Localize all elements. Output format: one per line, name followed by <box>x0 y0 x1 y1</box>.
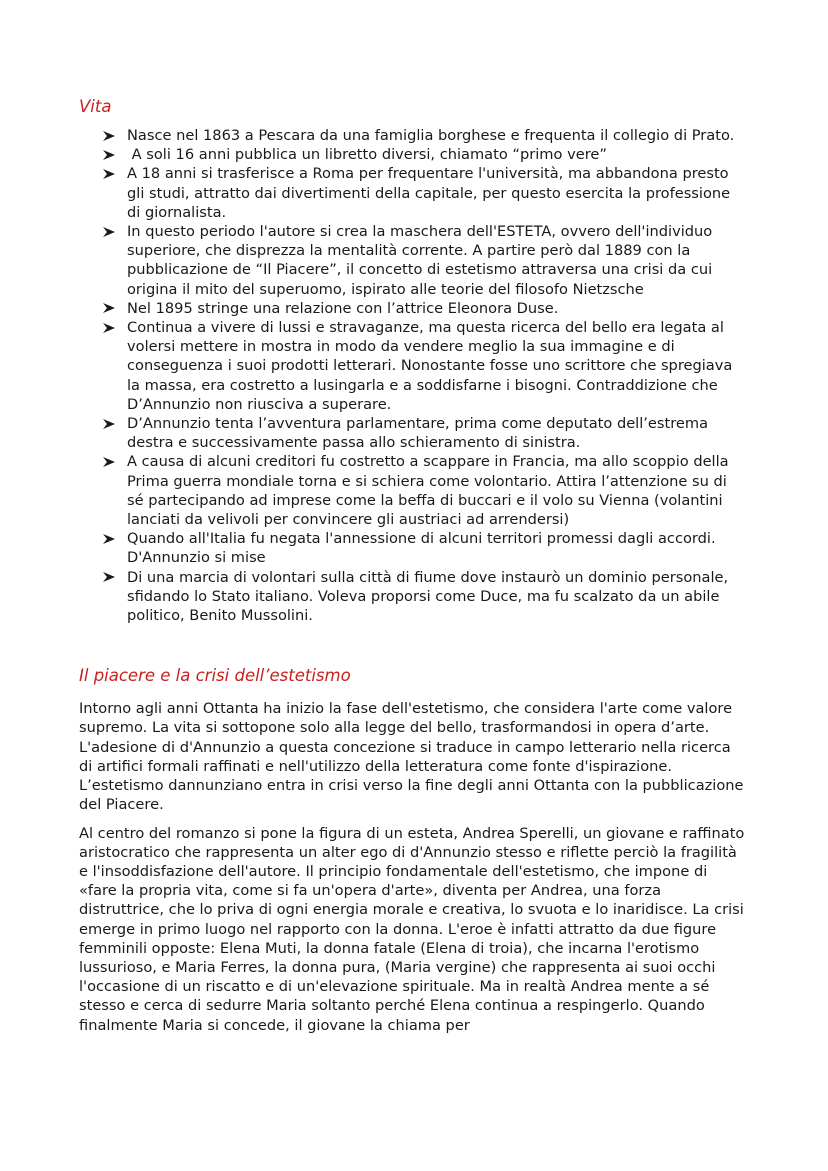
arrow-bullet-icon <box>103 145 117 164</box>
paragraph: Intorno agli anni Ottanta ha inizio la fase dell'estetismo, che considera l'arte come valore supremo. La vita si sottopone solo alla legge del bello, trasformandosi in opera d’arte. L'adesione di d'Annunzio a questa concezione si traduce in campo letterario nella ricerca di artifici formali raffinati e nell'utilizzo della letteratura come fonte d'ispirazione. L’estetismo dannunziano entra in crisi verso la fine degli anni Ottanta con la pubblicazione del Piacere. <box>79 700 744 814</box>
arrow-bullet-icon <box>103 414 117 433</box>
list-item: Nasce nel 1863 a Pescara da una famiglia borghese e frequenta il collegio di Prato. <box>127 126 748 145</box>
list-item: D’Annunzio tenta l’avventura parlamentare, prima come deputato dell’estrema destra e successivamente passa allo schieramento di sinistra. <box>127 414 748 452</box>
arrow-bullet-icon <box>103 529 117 548</box>
list-item: Di una marcia di volontari sulla città di fiume dove instaurò un dominio personale, sfidando lo Stato italiano. Voleva proporsi come Duce, ma fu scalzato da un abile politico, Benito Mussolini. <box>127 568 748 626</box>
arrow-bullet-icon <box>103 164 117 183</box>
list-item: A 18 anni si trasferisce a Roma per frequentare l'università, ma abbandona presto gli studi, attratto dai divertimenti della capitale, per questo esercita la professione di giornalista. <box>127 164 748 222</box>
arrow-bullet-icon <box>103 452 117 471</box>
list-item: In questo periodo l'autore si crea la maschera dell'ESTETA, ovvero dell'individuo superiore, che disprezza la mentalità corrente. A partire però dal 1889 con la pubblicazione de “Il Piacere”, il concetto di estetismo attraversa una crisi da cui origina il mito del superuomo, ispirato alle teorie del filosofo Nietzsche <box>127 222 748 299</box>
list-item: Nel 1895 stringe una relazione con l’attrice Eleonora Duse. <box>127 299 748 318</box>
vita-bullet-list <box>79 126 748 625</box>
list-item: A causa di alcuni creditori fu costretto a scappare in Francia, ma allo scoppio della Prima guerra mondiale torna e si schiera come volontario. Attira l’attenzione su di sé partecipando ad imprese come la beffa di buccari e il volo su Vienna (volantini lanciati da velivoli per convincere gli austriaci ad arrendersi) <box>127 452 748 529</box>
paragraph: Al centro del romanzo si pone la figura di un esteta, Andrea Sperelli, un giovane e raffinato aristocratico che rappresenta un alter ego di d'Annunzio stesso e riflette perciò la fragilità e l'insoddisfazione dell'autore. Il principio fondamentale dell'estetismo, che impone di «fare la propria vita, come si fa un'opera d'arte», diventa per Andrea, una forza distruttrice, che lo priva di ogni energia morale e creativa, lo svuota e lo inaridisce. La crisi emerge in primo luogo nel rapporto con la donna. L'eroe è infatti attratto da due figure femminili opposte: Elena Muti, la donna fatale (Elena di troia), che incarna l'erotismo lussurioso, e Maria Ferres, la donna pura, (Maria vergine) che rappresenta ai suoi occhi l'occasione di un riscatto e di un'elevazione spirituale. Ma in realtà Andrea mente a sé stesso e cerca di sedurre Maria soltanto perché Elena continua a respingerlo. Quando finalmente Maria si concede, il giovane la chiama per <box>79 824 745 1034</box>
arrow-bullet-icon <box>103 126 117 145</box>
arrow-bullet-icon <box>103 222 117 241</box>
arrow-bullet-icon <box>103 318 117 337</box>
section-title-piacere: Il piacere e la crisi dell’estetismo <box>79 666 351 686</box>
list-item: Quando all'Italia fu negata l'annessione di alcuni territori promessi dagli accordi. D'Annunzio si mise <box>127 529 748 567</box>
list-item: Continua a vivere di lussi e stravaganze, ma questa ricerca del bello era legata al volersi mettere in mostra in modo da vendere meglio la sua immagine e di conseguenza i suoi prodotti letterari. Nonostante fosse uno scrittore che spregiava la massa, era costretto a lusingarla e a soddisfarne i bisogni. Contraddizione che D’Annunzio non riusciva a superare. <box>127 318 748 414</box>
section-title-vita: Vita <box>79 97 112 116</box>
list-item: A soli 16 anni pubblica un libretto diversi, chiamato “primo vere” <box>127 145 748 164</box>
arrow-bullet-icon <box>103 299 117 318</box>
arrow-bullet-icon <box>103 568 117 587</box>
